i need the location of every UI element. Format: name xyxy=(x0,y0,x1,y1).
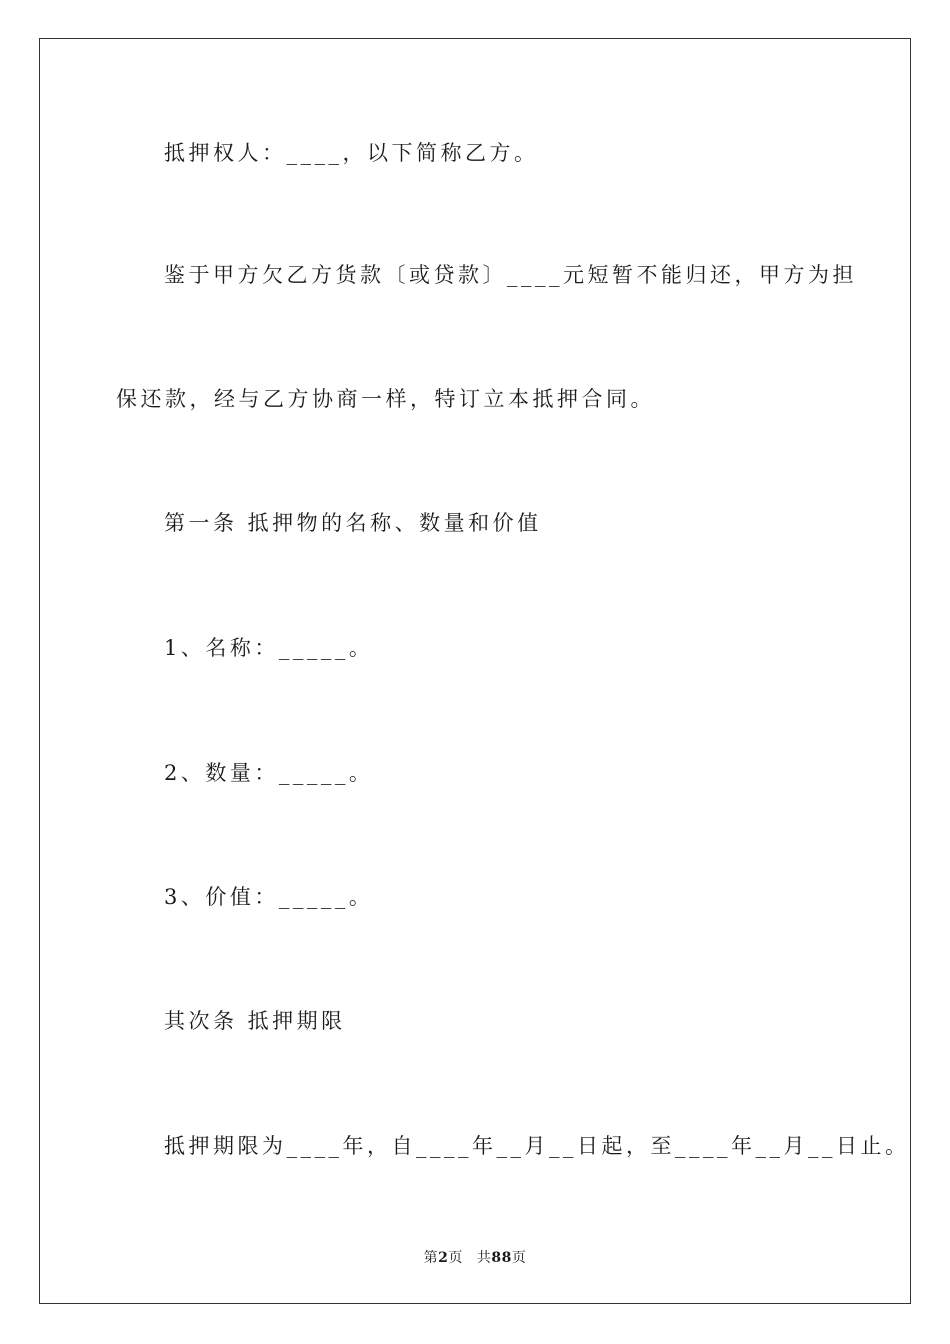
item-value: 3、价值：_____。 xyxy=(164,885,374,909)
total-suffix: 页 xyxy=(511,1250,527,1266)
page-number: 2 xyxy=(438,1250,449,1266)
page-footer xyxy=(0,1247,950,1267)
term-line: 抵押期限为____年，自____年__月__日起，至____年__月__日止。 xyxy=(164,1134,910,1158)
preamble-line-2: 保还款，经与乙方协商一样，特订立本抵押合同。 xyxy=(116,387,655,411)
total-pages: 88 xyxy=(491,1250,512,1266)
preamble-line-1: 鉴于甲方欠乙方货款〔或贷款〕____元短暂不能归还，甲方为担 xyxy=(164,263,857,287)
page-border xyxy=(39,38,911,1304)
page-prefix: 第 xyxy=(423,1250,439,1266)
page-suffix: 页 xyxy=(448,1250,463,1266)
article-1-heading: 第一条 抵押物的名称、数量和价值 xyxy=(164,511,542,535)
total-prefix: 共 xyxy=(476,1250,492,1266)
item-quantity: 2、数量：_____。 xyxy=(164,761,374,785)
mortgagee-line: 抵押权人：____，以下简称乙方。 xyxy=(164,141,539,165)
item-name: 1、名称：_____。 xyxy=(164,636,374,660)
article-2-heading: 其次条 抵押期限 xyxy=(164,1009,346,1033)
